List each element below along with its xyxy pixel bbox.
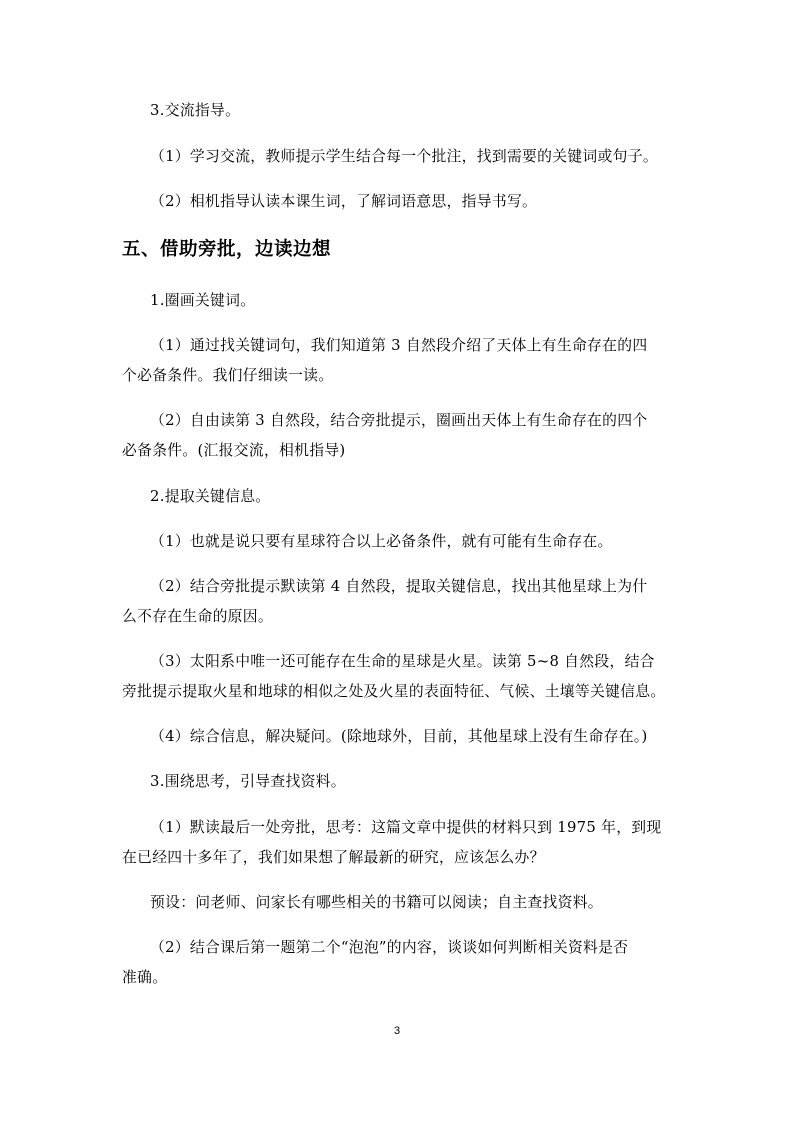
- paragraph-line: （1）也就是说只要有星球符合以上必备条件，就有可能有生命存在。: [150, 533, 613, 550]
- step-title: 1.圈画关键词。: [150, 292, 256, 309]
- paragraph-line: （2）结合课后第一题第二个“泡泡”的内容，谈谈如何判断相关资料是否: [150, 939, 629, 956]
- section-heading: 五、借助旁批，边读边想: [122, 239, 332, 260]
- paragraph-line: 必备条件。(汇报交流，相机指导): [122, 442, 346, 459]
- page-number: 3: [393, 1025, 401, 1037]
- step-title: 3.交流指导。: [150, 102, 241, 119]
- paragraph-line: （2）自由读第 3 自然段，结合旁批提示，圈画出天体上有生命存在的四个: [150, 412, 648, 429]
- paragraph-line: （3）太阳系中唯一还可能存在生命的星球是火星。读第 5~8 自然段，结合: [150, 653, 655, 670]
- paragraph-line: 预设：问老师、问家长有哪些相关的书籍可以阅读；自主查找资料。: [150, 894, 603, 911]
- paragraph-line: （1）默读最后一处旁批，思考：这篇文章中提供的材料只到 1975 年，到现: [150, 819, 662, 836]
- paragraph-line: （4）综合信息，解决疑问。(除地球外，目前，其他星球上没有生命存在。): [150, 728, 648, 745]
- paragraph-line: 旁批提示提取火星和地球的相似之处及火星的表面特征、气候、土壤等关键信息。: [122, 683, 666, 700]
- paragraph-line: （2）结合旁批提示默读第 4 自然段，提取关键信息，找出其他星球上为什: [150, 578, 648, 595]
- paragraph-line: （2）相机指导认读本课生词，了解词语意思，指导书写。: [150, 193, 538, 210]
- paragraph-line: 准确。: [122, 969, 168, 986]
- paragraph-line: 在已经四十多年了，我们如果想了解最新的研究，应该怎么办？: [122, 849, 545, 866]
- paragraph-line: （1）通过找关键词句，我们知道第 3 自然段介绍了天体上有生命存在的四: [150, 337, 648, 354]
- step-title: 3.围绕思考，引导查找资料。: [150, 773, 346, 790]
- step-title: 2.提取关键信息。: [150, 488, 271, 505]
- paragraph-line: 个必备条件。我们仔细读一读。: [122, 367, 334, 384]
- paragraph-line: （1）学习交流，教师提示学生结合每一个批注，找到需要的关键词或句子。: [150, 148, 658, 165]
- paragraph-line: 么不存在生命的原因。: [122, 608, 273, 625]
